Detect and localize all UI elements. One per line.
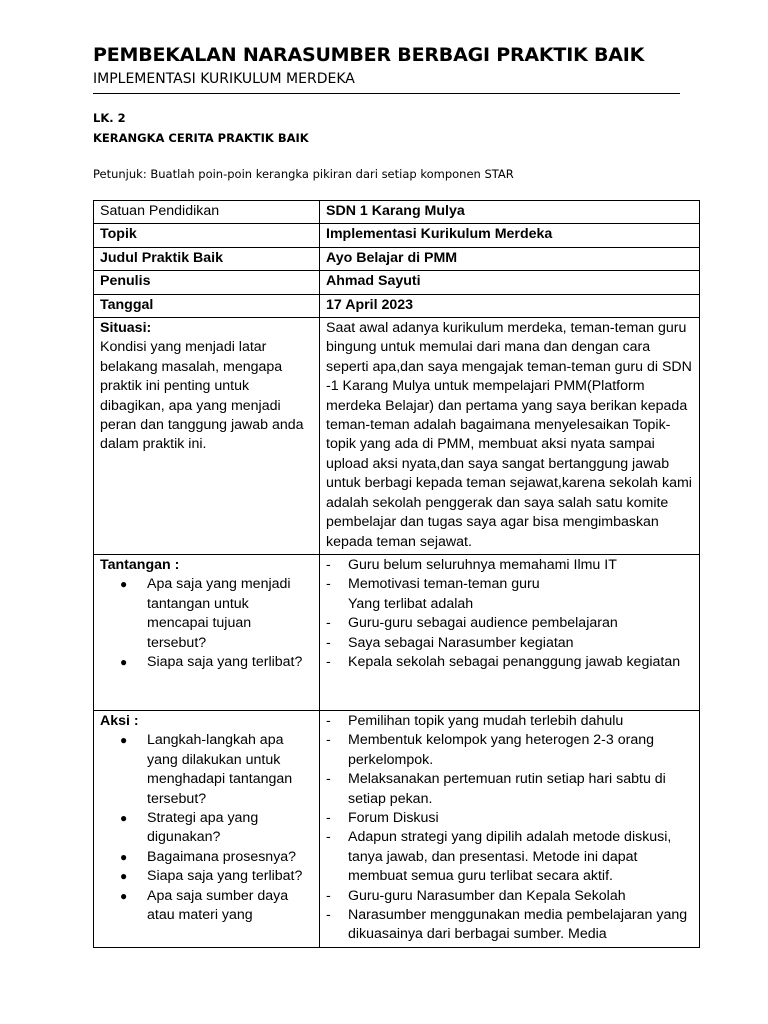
list-item: - Memotivasi teman-teman guru: [348, 575, 694, 594]
list-item: ● Bagaimana prosesnya?: [147, 848, 314, 867]
row-label: Satuan Pendidikan: [94, 201, 320, 224]
list-item: - Kepala sekolah sebagai penanggung jawab kegiatan: [348, 653, 694, 672]
list-item: - Narasumber menggunakan media pembelajaran yang dikuasainya dari berbagai sumber. Media: [348, 906, 694, 945]
list-item: ● Strategi apa yang digunakan?: [147, 809, 314, 848]
sheet-code: LK. 2: [93, 111, 126, 125]
row-value: Ahmad Sayuti: [320, 271, 700, 294]
tantangan-label: Tantangan :: [100, 556, 180, 573]
aksi-label: Aksi :: [100, 712, 139, 729]
list-item: - Forum Diskusi: [348, 809, 694, 828]
list-item: ● Apa saja yang menjadi tantangan untuk mencapai tujuan tersebut?: [147, 575, 314, 653]
table-row: [94, 294, 700, 317]
list-item: ● Siapa saja yang terlibat?: [147, 867, 314, 886]
situasi-row: [94, 318, 700, 555]
aksi-questions: [100, 731, 314, 925]
row-label: Tanggal: [94, 294, 320, 317]
document-title: PEMBEKALAN NARASUMBER BERBAGI PRAKTIK BAIK: [93, 44, 645, 66]
list-item: ● Apa saja sumber daya atau materi yang: [147, 887, 314, 926]
list-item: - Pemilihan topik yang mudah terlebih dahulu: [348, 712, 694, 731]
list-item: - Guru-guru Narasumber dan Kepala Sekolah: [348, 887, 694, 906]
sheet-instruction: Petunjuk: Buatlah poin-poin kerangka pikiran dari setiap komponen STAR: [93, 167, 514, 181]
sheet-heading: KERANGKA CERITA PRAKTIK BAIK: [93, 131, 309, 145]
row-value: SDN 1 Karang Mulya: [320, 201, 700, 224]
row-label: Topik: [94, 224, 320, 247]
list-item: - Melaksanakan pertemuan rutin setiap hari sabtu di setiap pekan.: [348, 770, 694, 809]
row-value: Implementasi Kurikulum Merdeka: [320, 224, 700, 247]
header-divider: [93, 93, 680, 94]
list-item: ● Langkah-langkah apa yang dilakukan untuk menghadapi tantangan tersebut?: [147, 731, 314, 809]
tantangan-row: [94, 554, 700, 710]
list-item: - Guru-guru sebagai audience pembelajaran: [348, 614, 694, 633]
tantangan-questions: [100, 575, 314, 672]
aksi-row: [94, 710, 700, 947]
situasi-label: Situasi:: [100, 320, 152, 337]
row-value: Ayo Belajar di PMM: [320, 247, 700, 270]
situasi-description: Kondisi yang menjadi latar belakang masalah, mengapa praktik ini penting untuk dibagikan, apa yang menjadi peran dan tanggung jawab anda dalam praktik ini.: [100, 339, 304, 453]
table-row: [94, 247, 700, 270]
row-label: Judul Praktik Baik: [94, 247, 320, 270]
star-framework-table: [93, 200, 700, 948]
table-row: [94, 271, 700, 294]
list-item: ● Siapa saja yang terlibat?: [147, 653, 314, 672]
list-item: - Saya sebagai Narasumber kegiatan: [348, 634, 694, 653]
list-item: - Membentuk kelompok yang heterogen 2-3 orang perkelompok.: [348, 731, 694, 770]
list-item: - Adapun strategi yang dipilih adalah metode diskusi, tanya jawab, dan presentasi. Metode ini dapat membuat semua guru terlibat secara aktif.: [348, 828, 694, 886]
list-item-continuation: Yang terlibat adalah: [348, 595, 474, 612]
table-row: [94, 201, 700, 224]
document-subtitle: IMPLEMENTASI KURIKULUM MERDEKA: [93, 71, 355, 87]
tantangan-answers: [326, 556, 694, 595]
aksi-answers: [326, 712, 694, 945]
row-value: 17 April 2023: [320, 294, 700, 317]
situasi-answer: Saat awal adanya kurikulum merdeka, teman-teman guru bingung untuk memulai dari mana dan dengan cara seperti apa,dan saya mengajak teman-teman guru di SDN -1 Karang Mulya untuk mempelajari PMM(Platform merdeka Belajar) dan pertama yang saya berikan kepada teman-teman adalah bagaimana menyelesaikan Topik-topik yang ada di PMM, membuat aksi nyata sampai upload aksi nyata,dan saya sangat bertanggung jawab untuk berbagi kepada teman sejawat,karena sekolah kami adalah sekolah penggerak dan saya salah satu komite pembelajar dan tugas saya agar bisa mengimbaskan kepada teman sejawat.: [320, 318, 700, 555]
row-label: Penulis: [94, 271, 320, 294]
table-row: [94, 224, 700, 247]
list-item: - Guru belum seluruhnya memahami Ilmu IT: [348, 556, 694, 575]
